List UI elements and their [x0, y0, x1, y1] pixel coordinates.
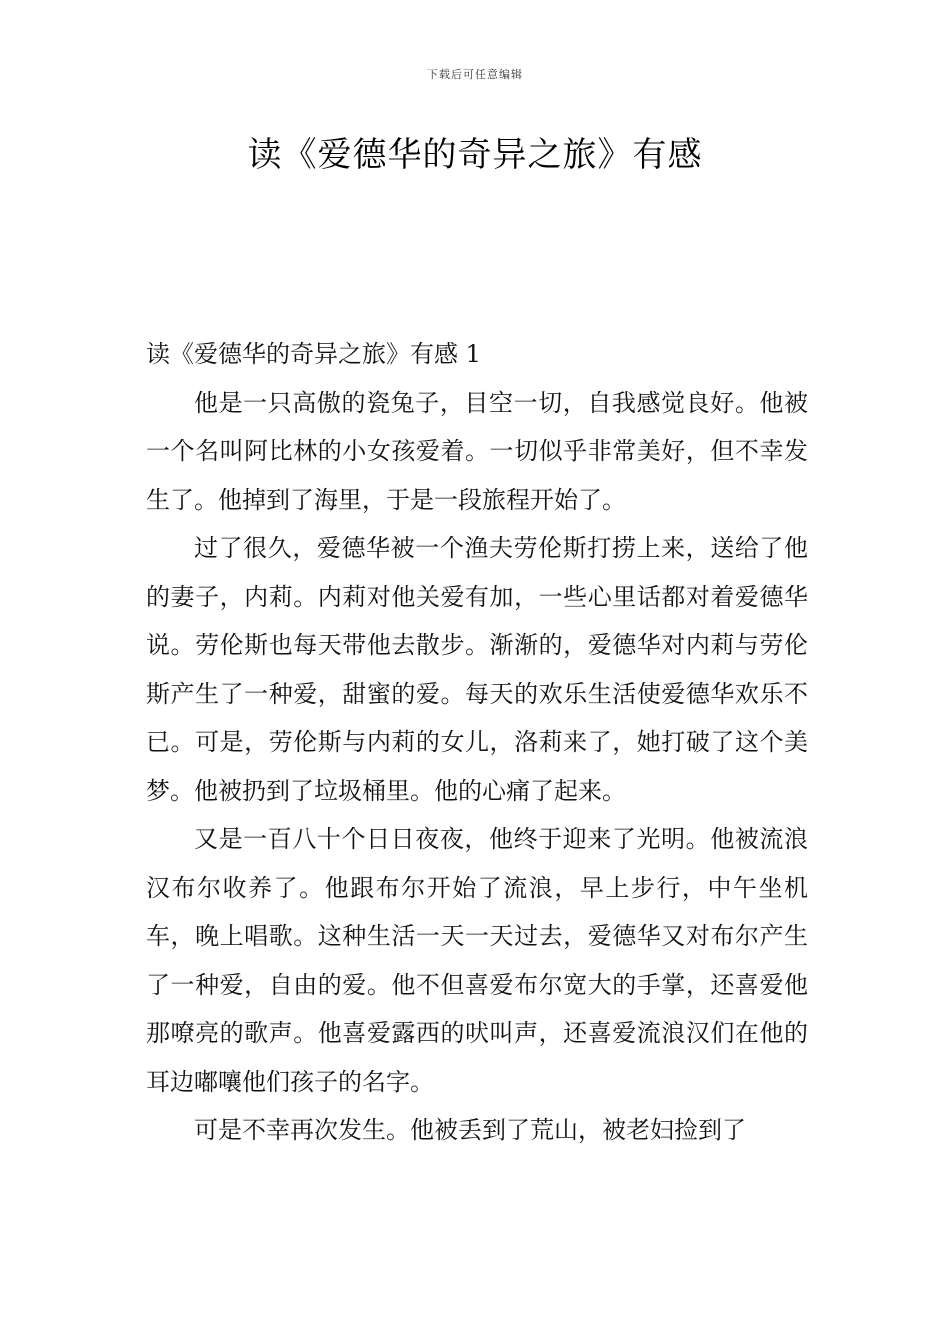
document-body: [146, 330, 808, 1155]
header-note: 下载后可任意编辑: [427, 68, 523, 81]
paragraph-1: 他是一只高傲的瓷兔子，目空一切，自我感觉良好。他被一个名叫阿比林的小女孩爱着。一切似乎非常美好，但不幸发生了。他掉到了海里，于是一段旅程开始了。: [146, 388, 808, 514]
paragraph-2: 过了很久，爱德华被一个渔夫劳伦斯打捞上来，送给了他的妻子，内莉。内莉对他关爱有加，一些心里话都对着爱德华说。劳伦斯也每天带他去散步。渐渐的，爱德华对内莉与劳伦斯产生了一种爱，甜蜜的爱。每天的欢乐生活使爱德华欢乐不已。可是，劳伦斯与内莉的女儿，洛莉来了，她打破了这个美梦。他被扔到了垃圾桶里。他的心痛了起来。: [146, 534, 808, 805]
document-title: 读《爱德华的奇异之旅》有感: [247, 135, 703, 175]
paragraph-4: 可是不幸再次发生。他被丢到了荒山，被老妇捡到了: [194, 1116, 746, 1144]
section-heading: 读《爱德华的奇异之旅》有感 1: [146, 340, 481, 368]
paragraph-3: 又是一百八十个日日夜夜，他终于迎来了光明。他被流浪汉布尔收养了。他跟布尔开始了流浪，早上步行，中午坐机车，晚上唱歌。这种生活一天一天过去，爱德华又对布尔产生了一种爱，自由的爱。他不但喜爱布尔宽大的手掌，还喜爱他那嘹亮的歌声。他喜爱露西的吠叫声，还喜爱流浪汉们在他的耳边嘟嚷他们孩子的名字。: [146, 825, 808, 1096]
